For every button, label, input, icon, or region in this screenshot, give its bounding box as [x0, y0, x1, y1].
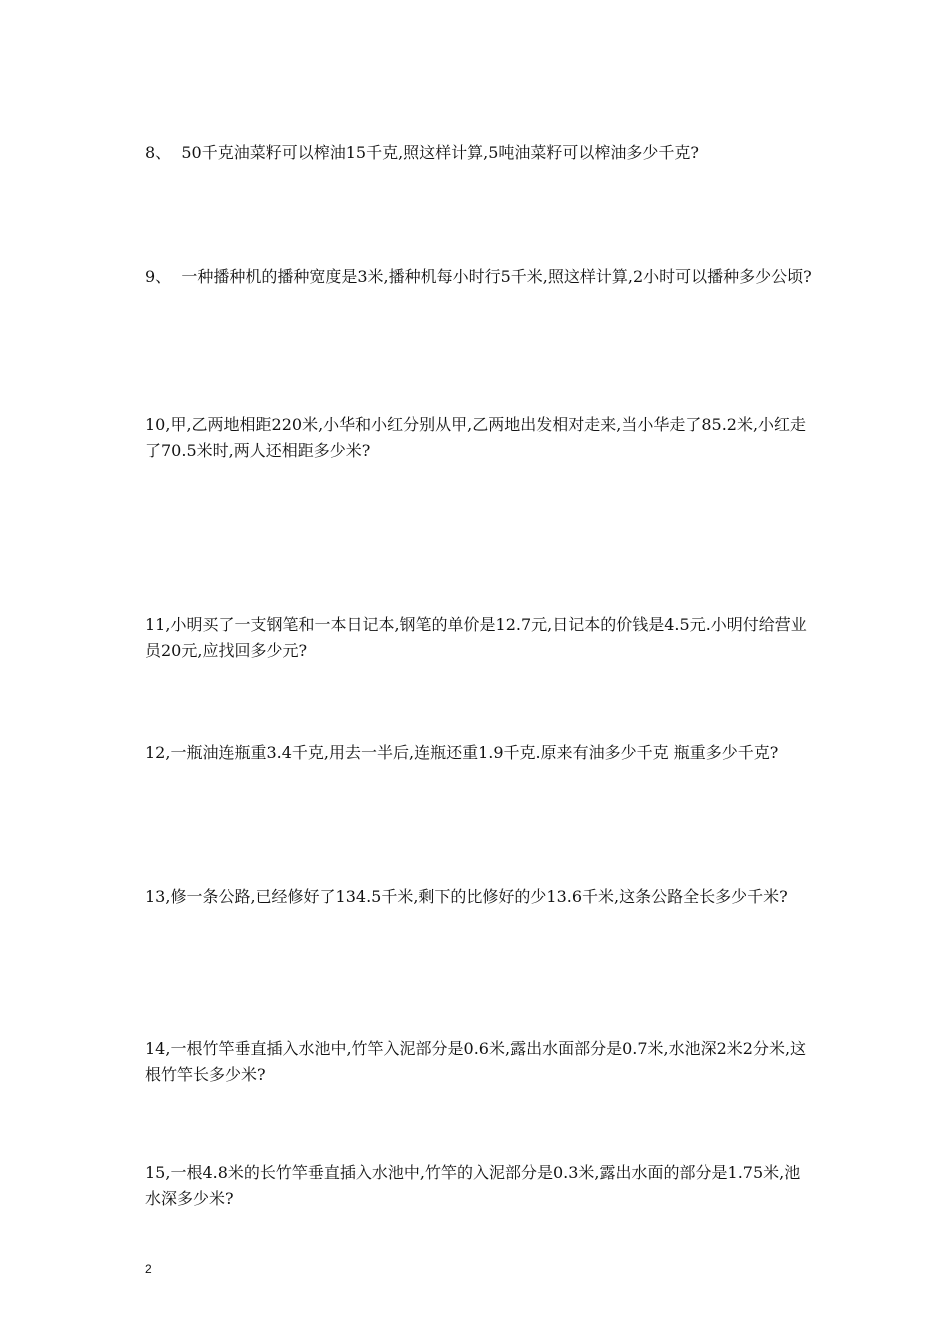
question-8 [145, 140, 815, 166]
question-11 [145, 612, 815, 664]
question-text: 修一条公路,已经修好了134.5千米,剩下的比修好的少13.6千米,这条公路全长多少千米? [170, 887, 788, 906]
question-text: 一根4.8米的长竹竿垂直插入水池中,竹竿的入泥部分是0.3米,露出水面的部分是1.75米,池水深多少米? [145, 1163, 801, 1208]
question-text: 一瓶油连瓶重3.4千克,用去一半后,连瓶还重1.9千克.原来有油多少千克 瓶重多少千克? [170, 743, 779, 762]
question-15 [145, 1160, 815, 1212]
question-text: 一种播种机的播种宽度是3米,播种机每小时行5千米,照这样计算,2小时可以播种多少公顷? [181, 267, 812, 286]
question-14 [145, 1036, 815, 1088]
question-text: 50千克油菜籽可以榨油15千克,照这样计算,5吨油菜籽可以榨油多少千克? [181, 143, 700, 162]
question-9 [145, 264, 815, 290]
question-number: 13, [145, 887, 171, 906]
question-13 [145, 884, 815, 910]
question-number: 11, [145, 615, 171, 634]
question-number: 10, [145, 415, 171, 434]
question-12 [145, 740, 815, 766]
question-text: 一根竹竿垂直插入水池中,竹竿入泥部分是0.6米,露出水面部分是0.7米,水池深2米2分米,这根竹竿长多少米? [145, 1039, 807, 1084]
question-text: 小明买了一支钢笔和一本日记本,钢笔的单价是12.7元,日记本的价钱是4.5元.小明付给营业员20元,应找回多少元? [145, 615, 807, 660]
question-number: 9、 [145, 267, 182, 286]
question-number: 12, [145, 743, 171, 762]
question-number: 15, [145, 1163, 171, 1182]
page-number: 2 [145, 1262, 152, 1276]
question-10 [145, 412, 815, 464]
question-number: 14, [145, 1039, 171, 1058]
question-number: 8、 [145, 143, 182, 162]
question-text: 甲,乙两地相距220米,小华和小红分别从甲,乙两地出发相对走来,当小华走了85.2米,小红走了70.5米时,两人还相距多少米? [145, 415, 807, 460]
